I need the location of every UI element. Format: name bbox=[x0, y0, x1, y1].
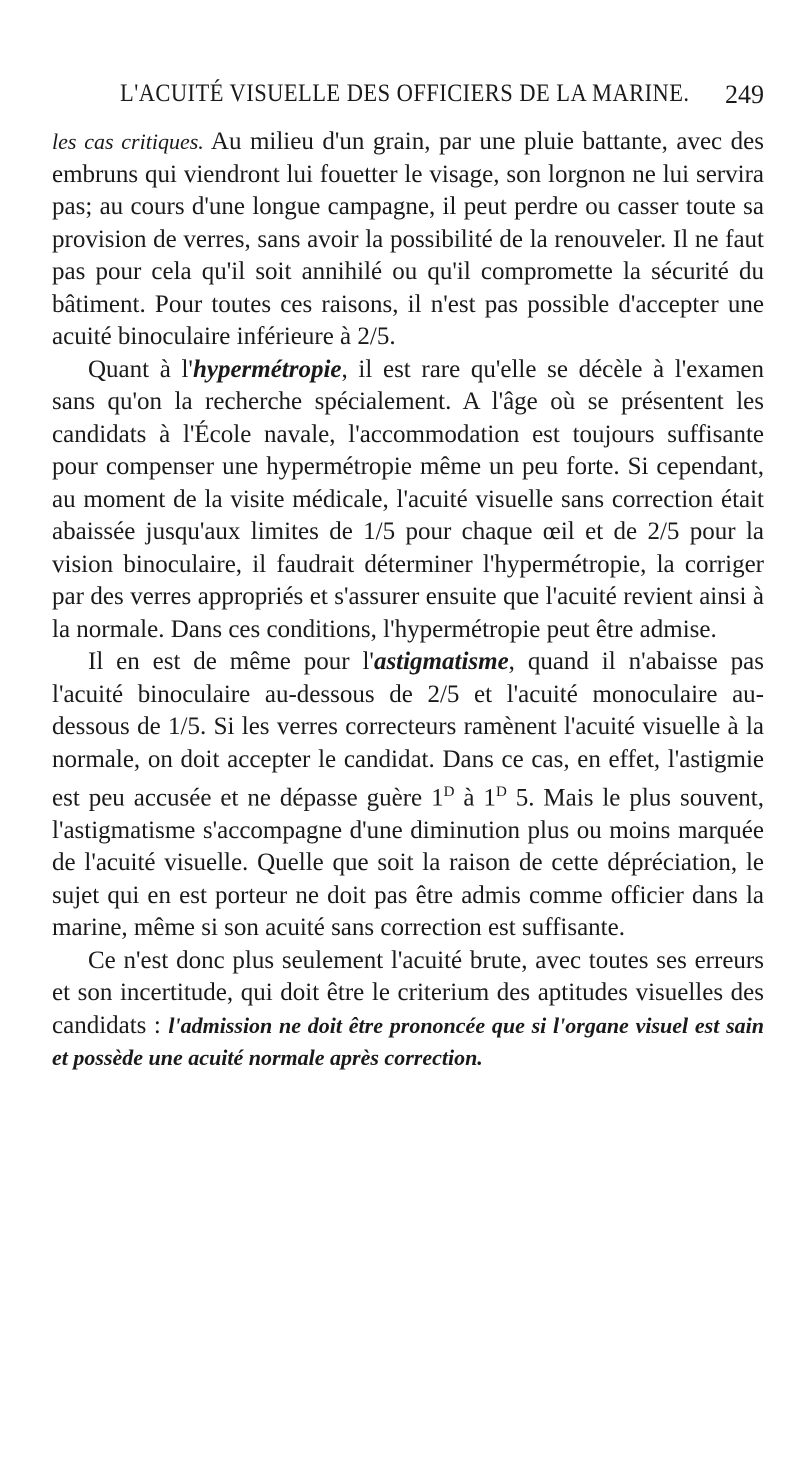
italic-term-hypermetropie: hypermétropie bbox=[192, 355, 342, 383]
paragraph-3 bbox=[52, 646, 764, 945]
paragraph-4 bbox=[52, 945, 764, 1075]
paragraph-text: , il est rare qu'elle se décèle à l'examen sans qu'on la recherche spécialement. A l'âge où se présentent les candidats à l'École navale, l'accommodation est toujours suffisante pour compenser une hypermétropie même un peu forte. Si cependant, au moment de la visite médicale, l'acuité visuelle sans correction était abaissée jusqu'aux limites de 1/5 pour chaque œil et de 2/5 pour la vision binoculaire, il faudrait déterminer l'hypermétropie, la corriger par des verres appropriés et s'assurer ensuite que l'acuité revient ainsi à la normale. Dans ces conditions, l'hypermétropie peut être admise. bbox=[52, 355, 764, 643]
paragraph-text: 5. Mais le plus souvent, l'astigmatisme s'accompagne d'une diminution plus ou moins marquée de l'acuité visuelle. Quelle que soit la raison de cette dépréciation, le sujet qui en est porteur ne doit pas être admis comme officier dans la marine, même si son acuité sans correction est suffisante. bbox=[52, 784, 764, 942]
paragraph-1 bbox=[52, 126, 764, 354]
diopter-superscript: D bbox=[495, 784, 507, 800]
paragraph-text: Au milieu d'un grain, par une pluie battante, avec des embruns qui viendront lui fouetter le visage, son lorgnon ne lui servira pas; au cours d'une longue campagne, il peut perdre ou casser toute sa provision de verres, sans avoir la possibilité de la renouveler. Il ne faut pas pour cela qu'il soit annihilé ou qu'il compromette la sécurité du bâtiment. Pour toutes ces raisons, il n'est pas possible d'accepter une acuité binoculaire inférieure à 2/5. bbox=[52, 128, 764, 350]
paragraph-text: , quand il n'abaisse pas l'acuité binoculaire au-dessous de 2/5 et l'acuité monoculaire au-dessous de 1/5. Si les verres correcteurs ramènent l'acuité visuelle à la normale, on doit accepter le candidat. Dans ce cas, en effet, l'astigmie est peu accusée et ne dépasse guère 1 bbox=[52, 648, 764, 812]
italic-conclusion: l'admission ne doit être prononcée que si l'organe visuel est sain et possède une acuité normale après correction. bbox=[52, 1012, 764, 1071]
italic-term-astigmatisme: astigmatisme bbox=[373, 648, 509, 675]
paragraph-text: Il en est de même pour l' bbox=[88, 648, 374, 675]
paragraph-text: à 1 bbox=[454, 784, 496, 812]
paragraph-text: Quant à l' bbox=[88, 355, 193, 383]
running-head bbox=[52, 80, 764, 116]
running-head-title: L'ACUITÉ VISUELLE DES OFFICIERS DE LA MARINE. bbox=[120, 80, 690, 107]
paragraph-text: Ce n'est donc plus seulement l'acuité brute, avec toutes ses erreurs et son incertitude, qui doit être le criterium des aptitudes visuelles des candidats : bbox=[52, 946, 764, 1039]
page-number: 249 bbox=[725, 80, 764, 109]
italic-phrase: les cas critiques. bbox=[52, 129, 204, 154]
diopter-superscript: D bbox=[443, 784, 455, 800]
paragraph-2 bbox=[52, 354, 764, 647]
body-text bbox=[52, 126, 764, 1075]
